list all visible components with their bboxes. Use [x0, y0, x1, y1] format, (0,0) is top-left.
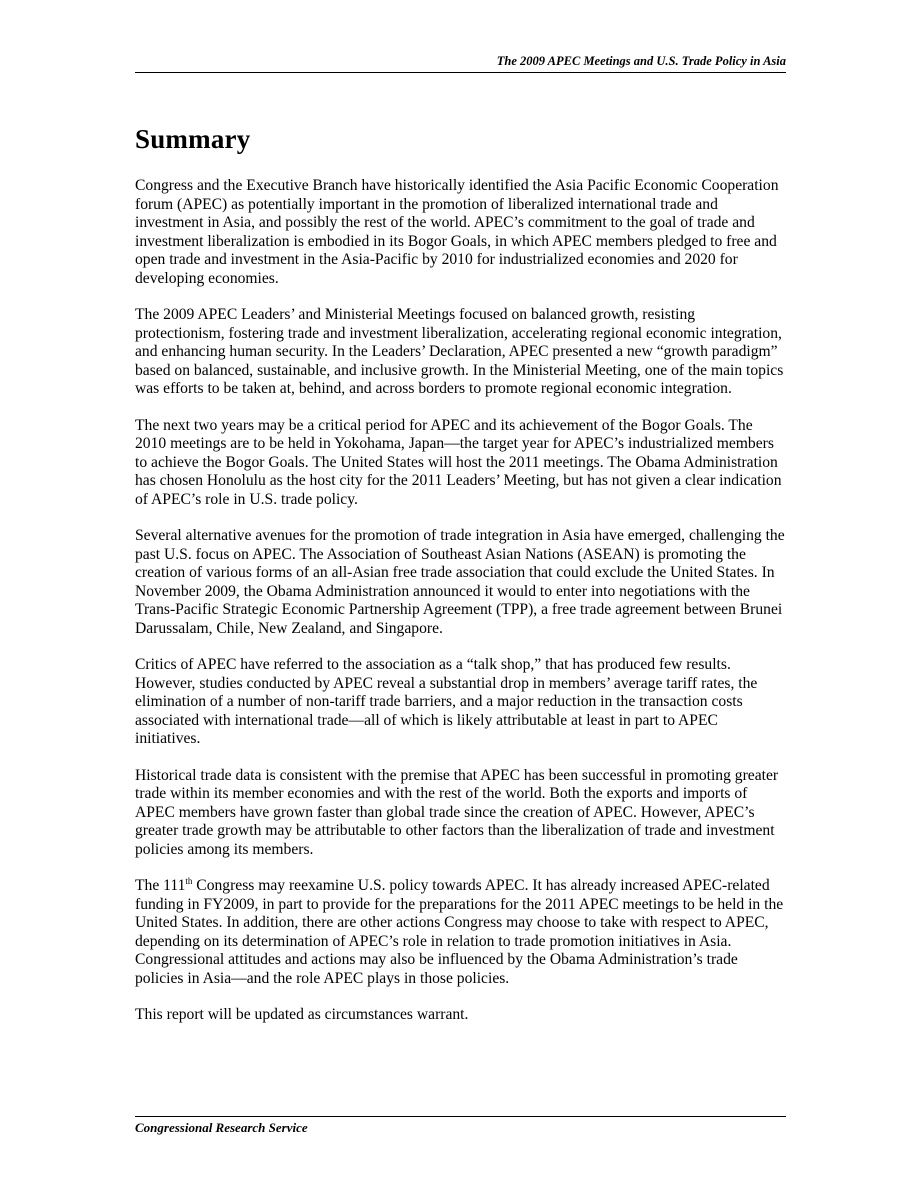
congress-prefix: The 111 [135, 877, 186, 894]
footer-source: Congressional Research Service [135, 1120, 308, 1135]
summary-paragraph: Several alternative avenues for the promotion of trade integration in Asia have emerged, challenging the past U.S. focus on APEC. The Association of Southeast Asian Nations (ASEAN) is promoting the creation of various forms of an all-Asian free trade association that could exclude the United States. In November 2009, the Obama Administration announced it would to enter into negotiations with the Trans-Pacific Strategic Economic Partnership Agreement (TPP), a free trade agreement between Brunei Darussalam, Chile, New Zealand, and Singapore. [135, 527, 785, 637]
summary-paragraph: The next two years may be a critical period for APEC and its achievement of the Bogor Goals. The 2010 meetings are to be held in Yokohama, Japan—the target year for APEC’s industrialized members to achieve the Bogor Goals. The United States will host the 2011 meetings. The Obama Administration has chosen Honolulu as the host city for the 2011 Leaders’ Meeting, but has not given a clear indication of APEC’s role in U.S. trade policy. [135, 416, 782, 508]
summary-paragraph: Historical trade data is consistent with the premise that APEC has been successful in promoting greater trade within its member economies and with the rest of the world. Both the exports and imports of APEC members have grown faster than global trade since the creation of APEC. However, APEC’s greater trade growth may be attributable to other factors than the liberalization of trade and investment policies among its members. [135, 766, 779, 858]
summary-paragraph: Critics of APEC have referred to the association as a “talk shop,” that has produced few results. However, studies conducted by APEC reveal a substantial drop in members’ average tariff rates, the elimination of a number of non-tariff trade barriers, and a major reduction in the transaction costs associated with international trade—all of which is likely attributable at least in part to APEC initiatives. [135, 656, 758, 747]
running-header: The 2009 APEC Meetings and U.S. Trade Policy in Asia [496, 54, 786, 68]
summary-paragraph: The 2009 APEC Leaders’ and Ministerial Meetings focused on balanced growth, resisting protectionism, fostering trade and investment liberalization, accelerating regional economic integration, and enhancing human security. In the Leaders’ Declaration, APEC presented a new “growth paradigm” based on balanced, sustainable, and inclusive growth. In the Ministerial Meeting, one of the main topics was efforts to be taken at, behind, and across borders to promote regional economic integration. [135, 306, 784, 397]
congress-text: Congress may reexamine U.S. policy towards APEC. It has already increased APEC-related funding in FY2009, in part to provide for the preparations for the 2011 APEC meetings to be held in the United States. In addition, there are other actions Congress may choose to take with respect to APEC, depending on its determination of APEC’s role in relation to trade promotion initiatives in Asia. Congressional attitudes and actions may also be influenced by the Obama Administration’s trade policies in Asia—and the role APEC plays in those policies. [135, 877, 784, 987]
congress-paragraph [135, 877, 787, 988]
closing-paragraph: This report will be updated as circumstances warrant. [135, 1006, 469, 1023]
summary-heading: Summary [135, 124, 251, 154]
footer-rule [135, 1116, 786, 1117]
header-rule [135, 72, 786, 73]
summary-body [135, 177, 787, 1025]
summary-paragraph: Congress and the Executive Branch have historically identified the Asia Pacific Economic Cooperation forum (APEC) as potentially important in the promotion of liberalized international trade and investment in Asia, and possibly the rest of the world. APEC’s commitment to the goal of trade and investment liberalization is embodied in its Bogor Goals, in which APEC members pledged to free and open trade and investment in the Asia-Pacific by 2010 for industrialized economies and 2020 for developing economies. [135, 177, 779, 287]
ordinal-superscript: th [185, 875, 193, 886]
